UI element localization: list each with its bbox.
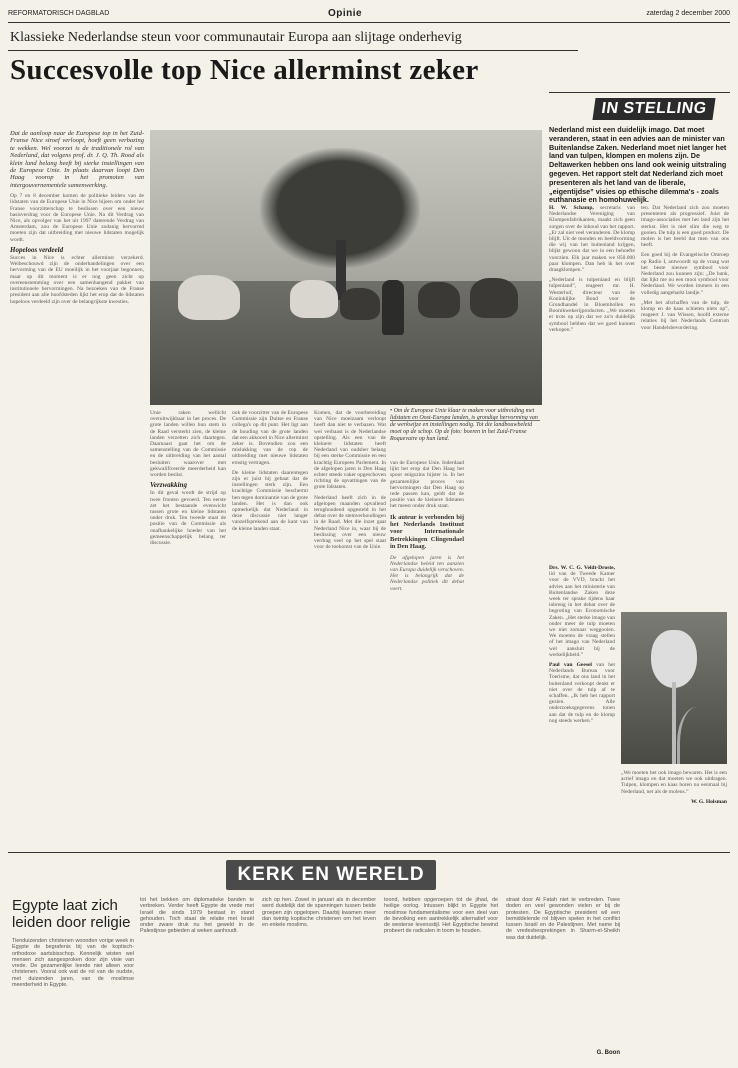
article-headline: Succesvolle top Nice allerminst zeker	[10, 54, 479, 86]
in-stelling-banner: IN STELLING	[592, 98, 715, 120]
byline-veldt: Drs. W. C. G. Veldt-Droste,	[549, 565, 615, 571]
column-3-text: ook de voorzitter van de Europese Commissie zijn Duitse en Franse collega's op dit punt. Het ligt aan de houding van de grote landen dat een akkoord in Nice allerminst zeker is. Bovendien zou een mislukking van de top de uitbreiding met nieuwe lidstaten ernstig vertragen.	[232, 410, 308, 466]
cow-3	[340, 288, 380, 320]
author-note: Ik auteur is verbonden bij het Nederlands Instituut voor Internationale Betrekkingen Clingendael in Den Haag.	[390, 513, 464, 551]
publication-date: zaterdag 2 december 2000	[646, 10, 730, 17]
instelling-col2-text-2: Een goed bij de Evangelische Omroep op Radio I, antwoordt op de vraag wat het beste nieuwe symbool voor Nederland zou kunnen zijn: „De bank, dat lijkt me nu een mooi symbool voor Nederland. We worden immers in een volledig aangeharkt landje.”	[641, 252, 729, 296]
egypt-signature: G. Boon	[596, 1050, 620, 1056]
veldt-text: lid van de Tweede Kamer voor de VVD, brackt het advies aan het ministerie van Buitenlandse Zaken deze week ter sprake tijdens haar inbreng in het debat over de begroting van Economische Zaken. „Het sterke imago van onder meer de tulp moeten we niet zomaar weggooien. We moeten de vraag stellen of het imago van Nederland wel aansluit bij de werkelijkheid.”	[549, 571, 615, 658]
instelling-col2-text: ten. Dat Nederland zich zou moeten presenteren als progressief. Juist de imago-associaties met het land zijn het sterkst. Het is niet slim die weg te gooien. De tulp is een goed product. De molen is het beeld dat men van ons heeft.	[641, 205, 729, 249]
egypt-column-4: toond, hebben opgeroepen tot de jihad, de heilige oorlog. Intussen blijkt in Egypte het moslimse fundamentalisme voor een deel van de bevolking een aantrekkelijk alternatief voor de westerse levensstijl. Het Egyptische bewind probeert de radicalen in toom te houden.	[384, 897, 498, 935]
column-4-text-2: Nederland heeft zich in de afgelopen maanden opvallend terughoudend opgesteld in het debat over de stemverhoudingen in de Raad. Met die inzet gaat Nederland Nice in, waar bij de beslissing over een nieuw verdrag veel op het spel staat voor de toekomst van de Unie.	[314, 494, 386, 551]
egypt-column-5: straat door Al Fatah niet te verbreden. Twee doden en veel gewonden vielen er bij de protesten. De Egyptische president wil een bemiddelende rol blijven spelen in het conflict tussen Israël en de Palestijnen. Met name bij de vredesbesprekingen in Sharm-el-Sheikh was dat duidelijk.	[506, 897, 620, 941]
byline-geesel: Paul van Geesel	[549, 662, 592, 669]
tulip-photo	[621, 612, 727, 764]
column-2-text-2: In dit geval wordt de strijd op twee fronten gevoerd. Ten eerste zet het bestaande evenwicht tussen grote en kleine lidstaten onder druk. Ten tweede staat de positie van de Commissie als onafhankelijke hoeder van het gemeenschappelijk belang ter discussie.	[150, 490, 226, 547]
column-3-text-2: De kleine lidstaten daarentegen zijn er juist bij gebaat dat de instellingen sterk zijn. Een krachtige Commissie beschermt hen tegen dominantie van de grote landen. Het is dan ook opmerkelijk dat Nederland in deze discussie niet langer vanzelfsprekend aan de kant van de kleine landen staat.	[232, 469, 308, 532]
column-5-note: De afgelopen jaren is het Nederlandse beleid ten aanzien van Europa duidelijk verschoven. Het is belangrijk dat de Nederlandse politiek dit debat voert.	[390, 554, 464, 592]
subheading-verzwakking: Verzwakking	[150, 481, 187, 490]
cow-2	[290, 280, 338, 318]
kerk-en-wereld-banner	[226, 860, 436, 890]
westerhof-text: „Nederland is tulpenland en blijft tulpenland”, reageert mr. H. Westerhof, directeur van de Koninklijke Bond voor de Grondhandel in Bloembollen en Boomkwekerijproducten. „We moeten er trots op zijn dat we zo'n duidelijk symbool hebben dat we goed kunnen verkopen.”	[549, 277, 635, 333]
tulip-bloom	[651, 630, 697, 688]
kerk-en-wereld-title: KERK EN WERELD	[226, 860, 436, 890]
article-column-1	[10, 130, 144, 845]
column-1-text-2: Succes in Nice is echter allerminst verzekerd. Welbeschouwd zijn de onderhandelingen over een hervorming van de EU moeilijk in het voorjaar begonnen, maar op dit moment is er nog geen zicht op overeenstemming over een samenhangend pakket van institutionele hervormingen. Na bezoeken van de Franse president aan alle hoofdsteden lijkt het erop dat de lidstaten hopeloos verdeeld zijn over de belangrijkste kwesties.	[10, 255, 144, 305]
article-intro: Dat de aanloop naar de Europese top in het Zuid-Franse Nice stroef verloopt, hoeft geen verbazing te wekken. Wel voorzei is de traditionele rol van Nederland, dat volgens prof. dr. J. Q. Th. Rood als klein land belang heeft bij sterke instellingen van de Europese Unie. In plaats daarvan loopt Den Haag voorop in het promoten van intergouvernementele samenwerking.	[10, 130, 144, 189]
article-kicker: Klassieke Nederlandse steun voor communautair Europa aan slijtage onderhevig	[10, 30, 462, 45]
instelling-column-4	[621, 770, 727, 850]
publication-name: REFORMATORISCH DAGBLAD	[8, 10, 110, 17]
instelling-col2-text-3: „Met het afschaffen van de tulp, de klomp en de kaas schieten niets op”, reageert J. van Wissen, hoofd externe relaties bij het Nederlands Centrum voor Handelsbevordering.	[641, 299, 729, 331]
byline-schamp: H. W. Schamp,	[549, 205, 594, 211]
egypt-column-3: zich op hen. Zowel in januari als in december werd duidelijk dat de spanningen tussen beide groepen zijn opgelopen. Daarbij kwamen meer dan twintig koptische christenen om het leven en enkele moslims.	[262, 897, 376, 929]
cow-4	[418, 282, 460, 318]
egypt-headline: Egypte laat zich leiden door religie	[12, 897, 131, 931]
schamp-text: secretaris van Nederlandse Vereniging van Klompenfabrikanten, maakt zich geen zorgen over de inhoud van het rapport. „Er zal niet veel veranderen. De klomp blijft. Uit de monden en beeldvorming die wij van het buitenland krijgen, blijkt gewoon dat we in een behoefte voorzien. Elk jaar maken we 850.000 paar klompen. Dan heb ik het over draagklompen.”	[549, 205, 635, 274]
article-column-4	[314, 410, 386, 845]
tulip-leaf	[677, 707, 710, 764]
column-2-text: Unie raken wellicht overuitwijkbaar in het proces. De grote landen willen hun stem in de Raad versterkt zien, de kleine landen verzetten zich daartegen. Daarnaast gaat het om de samenstelling van de Commissie en de uitbreiding van het aantal besluiten waarover met gekwalificeerde meerderheid kan worden beslist.	[150, 410, 226, 479]
header-rule	[8, 22, 730, 23]
tulip-stem	[672, 682, 676, 764]
cow-5	[470, 278, 518, 318]
caption-rule	[390, 420, 540, 421]
instelling-column-1	[549, 205, 635, 555]
subheading-hopeloos: Hopeloos verdeeld	[10, 245, 64, 254]
egypt-column-1: Tienduizenden christenen woonden vorige week in Egypte de begrafenis bij van de koptisch-orthodoxe aartsbisschop. Kennelijk wisten wel mensen zich aangesproken door zijn visie van vrede. De gezamenlijke leerde niet alleen voor christenen. Vooral ook wat de rol van de oudste, met duizenden jaren, van de moslimse meerderheid in Egypte.	[12, 938, 134, 989]
cow-1	[178, 275, 240, 320]
farm-photo	[150, 130, 542, 405]
column-1-text: Op 7 en 8 december komen de politieke leiders van de lidstaten van de Europese Unie in Nice bijeen om onder het Franse voorzitterschap te beslissen over een nieuw basisverdrag voor de Europese Unie. Na dit Verdrag van Nice, als opvolger van het uit 1997 daterende Verdrag van Amsterdam, zou de Europese Unie zodanig hervormd moeten zijn dat uitbreiding met nieuwe lidstaten mogelijk wordt.	[10, 193, 144, 243]
instelling-column-2	[641, 205, 729, 605]
farmer-figure	[382, 280, 404, 335]
section-name: Opinie	[328, 8, 363, 19]
article-column-2	[150, 410, 226, 845]
instelling-signature: W. G. Holsman	[691, 798, 727, 805]
article-column-5	[390, 460, 464, 845]
geesel-text: van het Nederlands Bureau voor Toerisme, dat ons land in het buitenland verkoopt denkt er niet over de tulp af te schaffen. „Ik heb het rapport gezien. Alle onderzoeksgegevens tonen aan dat de tulp en de klomp nog steeds werken.”	[549, 662, 615, 724]
column-5-text: van de Europese Unie. Inderdaad lijkt het erop dat Den Haag het spoor enigszins bijster is. In het gezamenlijke proces van hervormingen dat Den Haag op rede passen kan, geldt dat de positie van de kleinere lidstaten het meest onder druk staat.	[390, 460, 464, 510]
kicker-rule	[8, 50, 578, 51]
instelling-column-3	[549, 565, 615, 855]
instelling-col4-text: „We moeten het ook imago bewaren. Het is een actief imago en dat moeten we ook uitdragen. Tulpen, klompen en kaas horen nu eenmaal bij Nederland, net als de molens.”	[621, 770, 727, 795]
photo-caption: • Om de Europese Unie klaar te maken voor uitbreiding met lidstaten en Oost-Europa landen, is grondige hervorming van de werkwijze en instellingen nodig. Tot die landbouwbeleid moet op de schop. Op de foto: boeren in het Zuid-Franse Roquevaire op hun land.	[390, 408, 538, 442]
page-header	[8, 6, 730, 20]
instelling-top-rule	[549, 92, 730, 93]
article-column-3	[232, 410, 308, 845]
column-4-text: Komen, dat de voorbereiding van Nice moeizaam verloopt hoeft dan niet te verbazen. Wat wel verbaast is de Nederlandse opstelling. Als een van de kleinere lidstaten heeft Nederland van oudsher belang bij een sterke Commissie en een krachtig Europees Parlement. In de afgelopen jaren is Den Haag echter steeds vaker opgeschoven richting de opvattingen van de grote lidstaten.	[314, 410, 386, 491]
egypt-column-2: tot het bekken om diplomatieke banden te verbreken. Verder heeft Egypte de vrede met Israël die sinds 1979 bestaat in stand gehouden. Toch staat de relatie met Israël onder zware druk nu het geweld in de Palestijnse gebieden al weken aanhoudt.	[140, 897, 254, 935]
instelling-lead: Nederland mist een duidelijk imago. Dat moet veranderen, staat in een advies aan de minister van Buitenlandse Zaken. Nederland moet niet langer het land van tulpen, klompen en molens zijn. De Deltawerken hebben ons land ook weinig uitstraling gegeven. Het rapport stelt dat Nederland zich moet presenteren als het land van de liberale, „eigentijdse” visies op ethische dilemma's - zoals euthanasie en homohuwelijk.	[549, 125, 727, 205]
section-divider	[8, 852, 730, 853]
